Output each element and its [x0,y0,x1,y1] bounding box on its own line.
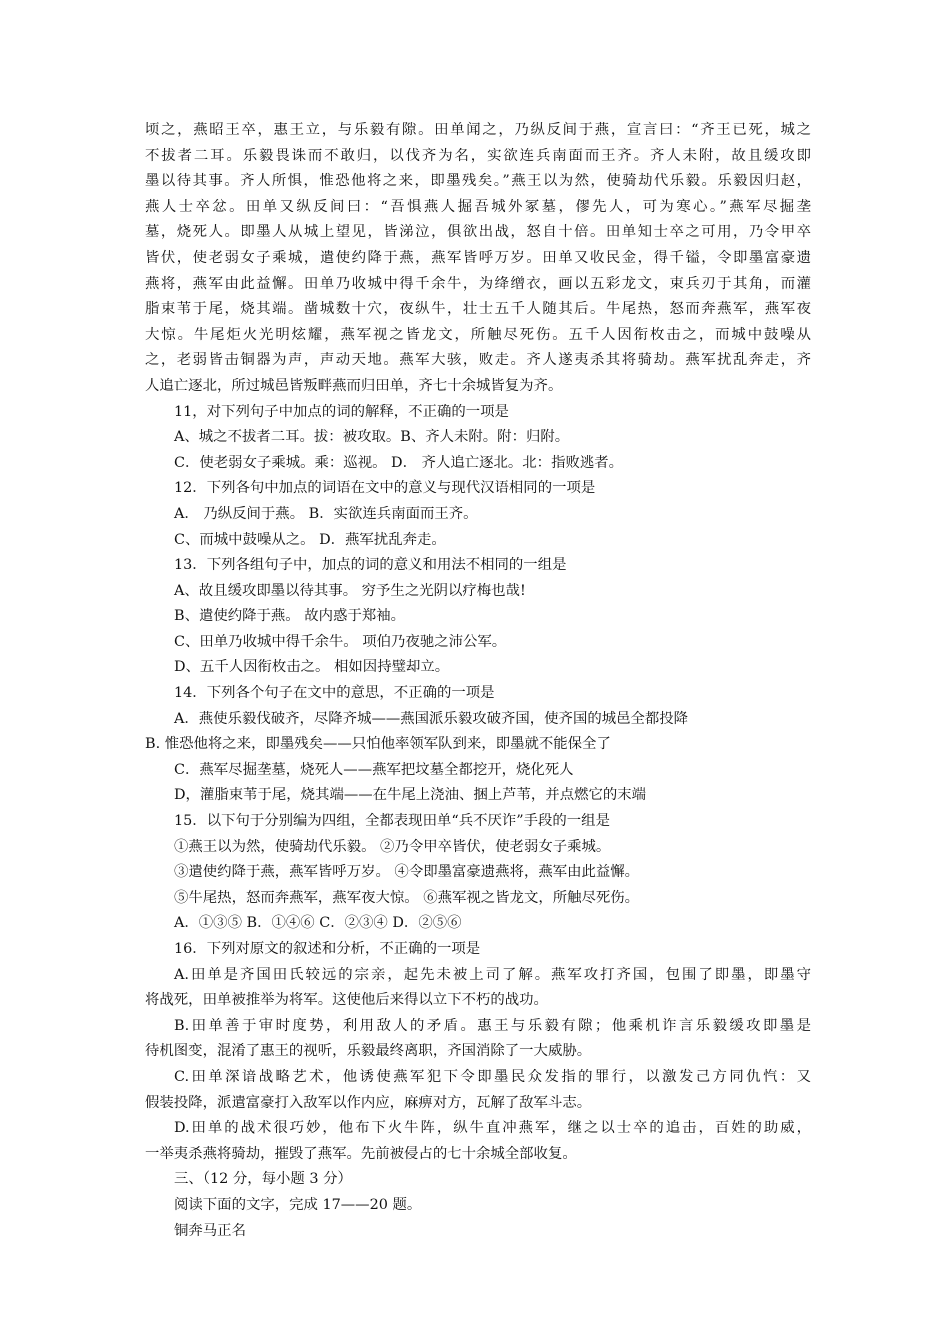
question-option: A、故且缓攻即墨以待其事。 穷予生之光阴以疗梅也哉! [174,582,526,599]
question-option-continued: 待机图变，混淆了惠王的视听，乐毅最终离职，齐国消除了一大威胁。 [145,1043,592,1060]
question-16 [145,937,811,1167]
question-option: A．燕使乐毅伐破齐，尽降齐城——燕国派乐毅攻破齐国，使齐国的城邑全都投降 [174,710,689,727]
question-option: B. 惟恐他将之来，即墨残矣——只怕他率领军队到来，即墨就不能保全了 [145,736,611,753]
question-stem: 16．下列对原文的叙述和分析，不正确的一项是 [174,941,481,957]
question-option: D、五千人因衔枚击之。 相如因持璧却立。 [174,659,450,676]
question-option: C、田单乃收城中得千余牛。 项伯乃夜驰之沛公军。 [174,633,507,650]
question-option-continued: 假装投降，派遣富豪打入敌军以作内应，麻痹对方，瓦解了敌军斗志。 [145,1094,592,1111]
question-stem: 13．下列各组句子中，加点的词的意义和用法不相同的一组是 [174,557,567,574]
question-items: ③遣使约降于燕，燕军皆呼万岁。 ④令即墨富豪遗燕将，燕军由此益懈。 [174,864,640,881]
passage-line: 脂束苇于尾，烧其端。凿城数十穴，夜纵牛，壮士五千人随其后。牛尾热，怒而奔燕军，燕军夜 [145,301,811,318]
question-15 [145,809,811,937]
question-stem: 15．以下句于分别编为四组，全都表现田单“兵不厌诈”手段的一组是 [174,813,610,830]
question-option: C.田单深谙战略艺术，他诱使燕军犯下令即墨民众发指的罪行，以激发己方同仇忾：又 [174,1068,811,1085]
passage-line: 墓，烧死人。即墨人从城上望见，皆涕泣，俱欲出战，怒自十倍。田单知士卒之可用，乃令甲卒 [145,224,811,241]
passage-line: 皆伏，使老弱女子乘城，遣使约降于燕，燕军皆呼万岁。田单又收民金，得千镒，令即墨富豪遗 [145,249,811,266]
question-11 [145,400,811,477]
question-option: A．①③⑤ B．①④⑥ C．②③④ D．②⑤⑥ [174,915,462,932]
passage-line: 人追亡逐北，所过城邑皆叛畔燕而归田单，齐七十余城皆复为齐。 [145,377,563,394]
section-3 [145,1167,811,1244]
question-option: B.田单善于审时度势，利用敌人的矛盾。惠王与乐毅有隙；他乘机诈言乐毅缓攻即墨是 [174,1017,811,1034]
question-items: ①燕王以为然，使骑劫代乐毅。 ②乃令甲卒皆伏，使老弱女子乘城。 [174,838,611,855]
question-option: D.田单的战术很巧妙，他布下火牛阵，纵牛直冲燕军，继之以士卒的追击，百姓的助威， [174,1120,811,1137]
passage-line: 大惊。牛尾炬火光明炫耀，燕军视之皆龙文，所触尽死伤。五千人因衔枚击之，而城中鼓噪从 [145,326,811,343]
passage-line: 燕人士卒忿。田单又纵反间曰：“吾惧燕人掘吾城外冢墓，僇先人，可为寒心。”燕军尽掘垄 [145,198,811,215]
section-instruction: 阅读下面的文字，完成 17——20 题。 [174,1196,422,1213]
passage [145,118,811,400]
question-14 [145,681,811,809]
question-option: C．使老弱女子乘城。乘：巡视。 D． 齐人追亡逐北。北：指败逃者。 [174,454,624,471]
question-option: C、而城中鼓噪从之。 D．燕军扰乱奔走。 [174,531,446,548]
question-items: ⑤牛尾热，怒而奔燕军，燕军夜大惊。 ⑥燕军视之皆龙文，所触尽死伤。 [174,889,640,906]
passage-line: 燕将，燕军由此益懈。田单乃收城中得千余牛，为绛缯衣，画以五彩龙文，束兵刃于其角，而灌 [145,275,811,292]
passage-line: 墨以待其事。齐人所惧，惟恐他将之来，即墨残矣。”燕王以为然，使骑劫代乐毅。乐毅因归赵， [145,173,811,190]
question-option: C．燕军尽掘垄墓，烧死人——燕军把坟墓全都挖开，烧化死人 [174,761,574,778]
question-13 [145,553,811,681]
question-option-continued: 将战死，田单被推举为将军。这使他后来得以立下不朽的战功。 [145,992,548,1009]
question-option: D，灌脂束苇于尾，烧其端——在牛尾上浇油、捆上芦苇，并点燃它的末端 [174,787,647,804]
question-12 [145,476,811,553]
question-option: A、城之不拔者二耳。拔：被攻取。B、齐人未附。附：归附。 [174,429,570,446]
question-option-continued: 一举夷杀燕将骑劫，摧毁了燕军。先前被侵占的七十余城全部收复。 [145,1145,577,1162]
article-title: 铜奔马正名 [174,1222,246,1239]
document-page [145,118,811,1244]
question-stem: 11，对下列句子中加点的词的解释，不正确的一项是 [174,403,509,420]
question-stem: 12．下列各句中加点的词语在文中的意义与现代汉语相同的一项是 [174,480,596,497]
passage-line: 顷之，燕昭王卒，惠王立，与乐毅有隙。田单闻之，乃纵反间于燕，宣言曰：“齐王已死，城之 [145,122,811,138]
question-stem: 14．下列各个句子在文中的意思，不正确的一项是 [174,685,495,702]
section-heading: 三、（12 分，每小题 3 分） [174,1171,352,1188]
question-option: A． 乃纵反间于燕。 B．实欲连兵南面而王齐。 [174,505,478,522]
passage-line: 不拔者二耳。乐毅畏诛而不敢归，以伐齐为名，实欲连兵南面而王齐。齐人未附，故且缓攻即 [145,147,811,164]
passage-line: 之，老弱皆击铜器为声，声动天地。燕军大骇，败走。齐人遂夷杀其将骑劫。燕军扰乱奔走，齐 [145,352,811,369]
question-option: A.田单是齐国田氏较远的宗亲，起先未被上司了解。燕军攻打齐国，包围了即墨，即墨守 [174,966,811,983]
question-option: B、遣使约降于燕。 故内惑于郑袖。 [174,608,406,625]
